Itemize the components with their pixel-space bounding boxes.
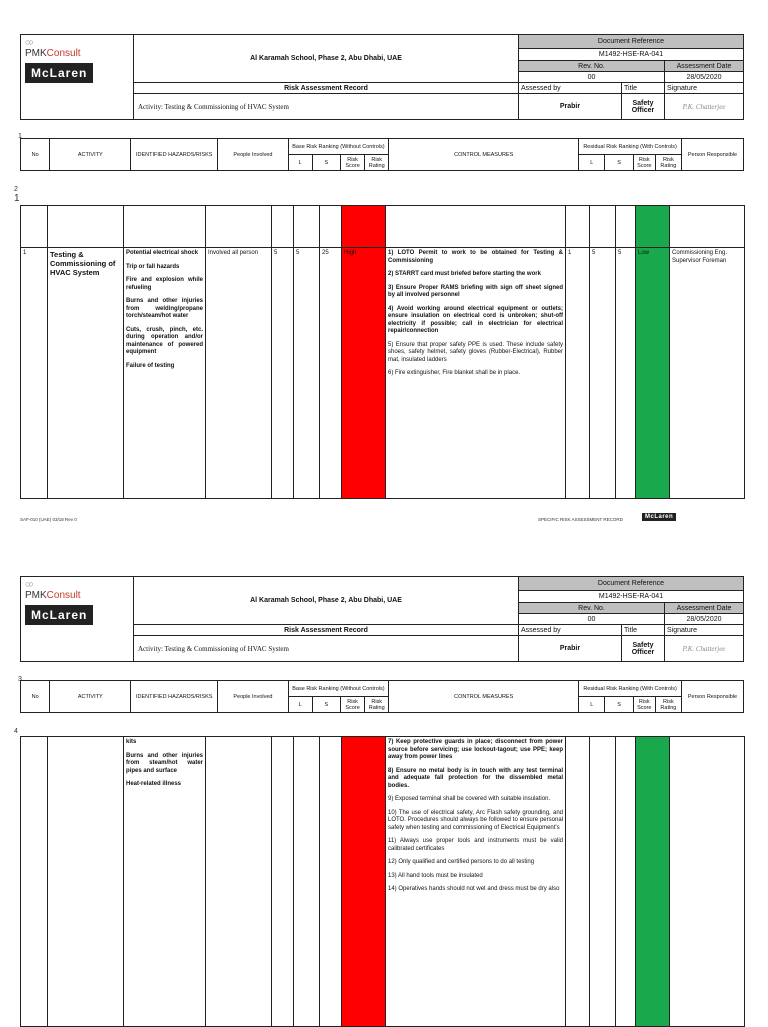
- page-marker: 1: [14, 193, 20, 204]
- signature-label: Signature: [665, 83, 744, 94]
- doc-ref-label: Document Reference: [519, 577, 744, 591]
- rev-value: 00: [519, 614, 665, 625]
- col-res-s: S: [605, 155, 633, 171]
- assessed-by-label: Assessed by: [519, 625, 622, 636]
- signature-image: P.K. Chatterjee: [665, 94, 744, 120]
- assessment-date-label: Assessment Date: [665, 603, 744, 614]
- row-res-rating-cont: [636, 737, 670, 1027]
- col-base-ranking: Base Risk Ranking (Without Controls): [288, 681, 389, 697]
- hazard-item: Burns and other injuries from welding/propane torch/steam/hot water: [126, 298, 203, 319]
- col-base-l: L: [288, 155, 312, 171]
- col-control-measures: CONTROL MEASURES: [389, 681, 579, 713]
- control-item: 1) LOTO Permit to work to be obtained for Testing & Commissioning: [388, 250, 563, 264]
- title-label: Title: [622, 83, 665, 94]
- page-marker: 1: [18, 133, 22, 140]
- col-base-s: S: [312, 697, 340, 713]
- risk-table-page2: [20, 736, 745, 1027]
- mclaren-logo: McLaren: [25, 63, 93, 83]
- footer-title: SPECIFIC RISK ASSESSMENT RECORD: [538, 517, 623, 522]
- logo-block: [21, 35, 134, 120]
- row-people: Involved all person: [206, 248, 272, 499]
- control-item: 3) Ensure Proper RAMS briefing with sign off sheet signed by all involved personnel: [388, 284, 563, 298]
- control-item: 12) Only qualified and certified persons to do all testing: [388, 859, 535, 865]
- record-title: Risk Assessment Record: [134, 625, 519, 636]
- assessed-by-value: Prabir: [519, 94, 622, 120]
- title-value: Safety Officer: [622, 636, 665, 662]
- title-value: Safety Officer: [622, 94, 665, 120]
- signature-label: Signature: [665, 625, 744, 636]
- hazard-item: kits: [126, 739, 137, 745]
- control-item: 13) All hand tools must be insulated: [388, 872, 483, 879]
- row-base-rating-cont: [342, 737, 386, 1027]
- col-no: No: [21, 139, 50, 171]
- col-base-ranking: Base Risk Ranking (Without Controls): [288, 139, 389, 155]
- hazard-item: Heat-related illness: [126, 781, 182, 787]
- col-activity: ACTIVITY: [50, 139, 131, 171]
- page-marker: 2: [14, 186, 18, 193]
- hazard-item: Potential electrical shock: [126, 250, 199, 256]
- column-header: [20, 138, 744, 171]
- form-code: SAF-010 (UAE) 03/18 Rev 0: [20, 517, 77, 522]
- row-res-rating: Low: [636, 248, 670, 499]
- row-res-score: 5: [616, 248, 636, 499]
- signature-image: P.K. Chatterjee: [665, 636, 744, 662]
- col-base-score: Risk Score: [341, 155, 365, 171]
- activity-title: Activity: Testing & Commissioning of HVAC System: [134, 636, 519, 662]
- assessment-date-value: 28/05/2020: [665, 614, 744, 625]
- page-marker: 4: [14, 728, 18, 735]
- hazard-item: Fire and explosion while refueling: [126, 277, 203, 291]
- control-item: 4) Avoid working around electrical equipment or outlets; ensure insulation on electrical cord is unbroken; shut-off electricity if possible; call in electrician for electrical repair/connection: [388, 305, 563, 334]
- document-header: [20, 576, 744, 662]
- col-base-rating: Risk Rating: [365, 155, 389, 171]
- row-base-rating: High: [342, 248, 386, 499]
- rev-label: Rev. No.: [519, 61, 665, 72]
- risk-table-page1: [20, 205, 745, 499]
- hazard-item: Trip or fall hazards: [126, 263, 180, 270]
- record-title: Risk Assessment Record: [134, 83, 519, 94]
- school-name: Al Karamah School, Phase 2, Abu Dhabi, UAE: [134, 577, 519, 625]
- logo-block: [21, 577, 134, 662]
- col-res-score: Risk Score: [633, 697, 655, 713]
- row-control-measures: [386, 248, 566, 499]
- table-row: [21, 737, 745, 1027]
- row-activity: Testing & Commissioning of HVAC System: [48, 248, 124, 499]
- rev-label: Rev. No.: [519, 603, 665, 614]
- col-no: No: [21, 681, 50, 713]
- col-people: People Involved: [218, 681, 288, 713]
- document-header: [20, 34, 744, 120]
- control-item: 8) Ensure no metal body is in touch with any test terminal and adequate fall protection for the dissembled metal bodies.: [388, 767, 563, 789]
- col-responsible: Person Responsible: [681, 681, 743, 713]
- mclaren-logo: McLaren: [25, 605, 93, 625]
- control-item: 10) The use of electrical safety, Arc Flash safety grounding, and LOTO. Procedures should always be followed to ensure personal safety when testing and commissioning of Electrical Equipment's: [388, 809, 563, 831]
- assessment-date-label: Assessment Date: [665, 61, 744, 72]
- page-marker: 3: [18, 676, 22, 683]
- school-name: Al Karamah School, Phase 2, Abu Dhabi, UAE: [134, 35, 519, 83]
- row-res-l: 1: [566, 248, 590, 499]
- col-residual-ranking: Residual Risk Ranking (With Controls): [579, 139, 682, 155]
- col-hazards: IDENTIFIED HAZARDS/RISKS: [131, 681, 218, 713]
- pmk-consult-logo: PMKConsult: [25, 590, 81, 601]
- col-base-l: L: [288, 697, 312, 713]
- control-item: 9) Exposed terminal shall be covered with suitable insulation.: [388, 796, 551, 802]
- col-people: People Involved: [218, 139, 288, 171]
- control-item: 7) Keep protective guards in place; disconnect from power source before servicing; use lockout-tagout; use PPE; keep away from power lines: [388, 739, 563, 760]
- table-row: [21, 248, 745, 499]
- control-item: 14) Operatives hands should not wet and dress must be dry also: [388, 886, 560, 892]
- row-res-s: 5: [590, 248, 616, 499]
- control-item: 2) STARRT card must briefed before starting the work: [388, 271, 541, 277]
- page-2: [0, 566, 768, 1024]
- row-base-score: 25: [320, 248, 342, 499]
- consult-logo-icon: ○○: [25, 37, 32, 47]
- col-base-s: S: [312, 155, 340, 171]
- hazard-item: Cuts, crush, pinch, etc. during operation and/or maintenance of powered equipment: [126, 326, 203, 355]
- col-res-rating: Risk Rating: [655, 155, 681, 171]
- col-res-l: L: [579, 697, 605, 713]
- col-responsible: Person Responsible: [681, 139, 743, 171]
- col-res-score: Risk Score: [633, 155, 655, 171]
- column-header: [20, 680, 744, 713]
- activity-title: Activity: Testing & Commissioning of HVAC System: [134, 94, 519, 120]
- col-res-rating: Risk Rating: [655, 697, 681, 713]
- assessment-date-value: 28/05/2020: [665, 72, 744, 83]
- row-responsible: Commissioning Eng. Supervisor Foreman: [670, 248, 745, 499]
- control-item: 11) Always use proper tools and instruments must be valid calibrated certificates: [388, 838, 563, 852]
- row-hazards: [124, 737, 206, 1027]
- doc-ref-value: M1492-HSE-RA-041: [519, 49, 744, 61]
- row-no: 1: [21, 248, 48, 499]
- doc-ref-label: Document Reference: [519, 35, 744, 49]
- table-row-spacer: [21, 206, 745, 248]
- col-hazards: IDENTIFIED HAZARDS/RISKS: [131, 139, 218, 171]
- assessed-by-value: Prabir: [519, 636, 622, 662]
- hazard-item: Burns and other injuries from steam/hot water pipes and surface: [126, 752, 203, 774]
- row-base-s: 5: [294, 248, 320, 499]
- doc-ref-value: M1492-HSE-RA-041: [519, 591, 744, 603]
- col-control-measures: CONTROL MEASURES: [389, 139, 579, 171]
- col-res-s: S: [605, 697, 633, 713]
- title-label: Title: [622, 625, 665, 636]
- control-item: 6) Fire extinguisher, Fire blanket shall be in place.: [388, 370, 521, 376]
- row-hazards: [124, 248, 206, 499]
- assessed-by-label: Assessed by: [519, 83, 622, 94]
- col-base-score: Risk Score: [341, 697, 365, 713]
- col-activity: ACTIVITY: [50, 681, 131, 713]
- col-res-l: L: [579, 155, 605, 171]
- row-control-measures: [386, 737, 566, 1027]
- footer-mclaren-logo: McLaren: [642, 513, 676, 521]
- rev-value: 00: [519, 72, 665, 83]
- col-base-rating: Risk Rating: [365, 697, 389, 713]
- row-base-l: 5: [272, 248, 294, 499]
- control-item: 5) Ensure that proper safety PPE is used. These include safety shoes, safety helmet, safety gloves (Rubber-Electrical), Rubber mat, insulated ladders: [388, 341, 563, 363]
- pmk-consult-logo: PMKConsult: [25, 48, 81, 59]
- col-residual-ranking: Residual Risk Ranking (With Controls): [579, 681, 682, 697]
- consult-logo-icon: ○○: [25, 579, 32, 589]
- hazard-item: Failure of testing: [126, 362, 175, 369]
